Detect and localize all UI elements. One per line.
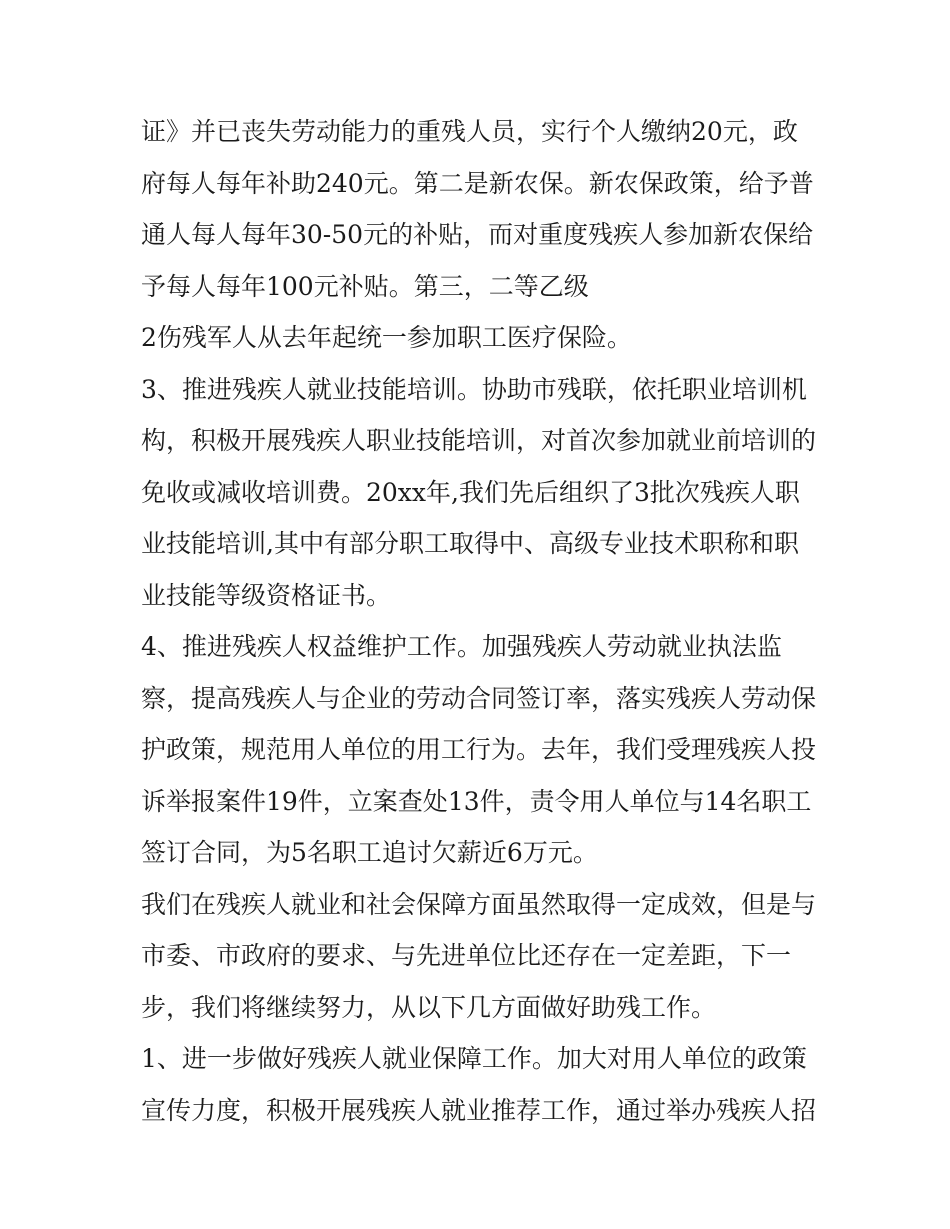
text-line: 府每人每年补助240元。第二是新农保。新农保政策，给予普 (141, 168, 814, 198)
text-line: 宣传力度，积极开展残疾人就业推荐工作，通过举办残疾人招 (141, 1095, 817, 1125)
text-line: 市委、市政府的要求、与先进单位比还存在一定差距，下一 (141, 941, 792, 970)
text-line: 4、推进残疾人权益维护工作。加强残疾人劳动就业执法监 (141, 632, 782, 661)
text-line: 1、进一步做好残疾人就业保障工作。加大对用人单位的政策 (141, 1044, 807, 1073)
text-line: 业技能培训,其中有部分职工取得中、高级专业技术职称和职 (141, 529, 799, 558)
text-line: 业技能等级资格证书。 (141, 580, 392, 610)
text-line: 构，积极开展残疾人职业技能培训，对首次参加就业前培训的 (141, 426, 817, 455)
text-line: 证》并已丧失劳动能力的重残人员，实行个人缴纳20元，政 (141, 117, 798, 146)
text-line: 免收或减收培训费。20xx年,我们先后组织了3批次残疾人职 (141, 477, 800, 507)
text-line: 步，我们将继续努力，从以下几方面做好助残工作。 (141, 992, 717, 1022)
text-line: 察，提高残疾人与企业的劳动合同签订率，落实残疾人劳动保 (141, 683, 817, 713)
text-line: 3、推进残疾人就业技能培训。协助市残联，依托职业培训机 (141, 374, 807, 404)
text-line: 2伤残军人从去年起统一参加职工医疗保险。 (141, 323, 632, 352)
text-line: 予每人每年100元补贴。第三，二等乙级 (141, 271, 589, 301)
text-line: 我们在残疾人就业和社会保障方面虽然取得一定成效，但是与 (141, 889, 817, 919)
body-text (141, 106, 831, 1136)
text-line: 通人每人每年30-50元的补贴，而对重度残疾人参加新农保给 (141, 220, 814, 249)
text-line: 签订合同，为5名职工追讨欠薪近6万元。 (141, 838, 598, 867)
text-line: 护政策，规范用人单位的用工行为。去年，我们受理残疾人投 (141, 735, 817, 764)
text-line: 诉举报案件19件，立案查处13件，责令用人单位与14名职工 (141, 786, 812, 816)
